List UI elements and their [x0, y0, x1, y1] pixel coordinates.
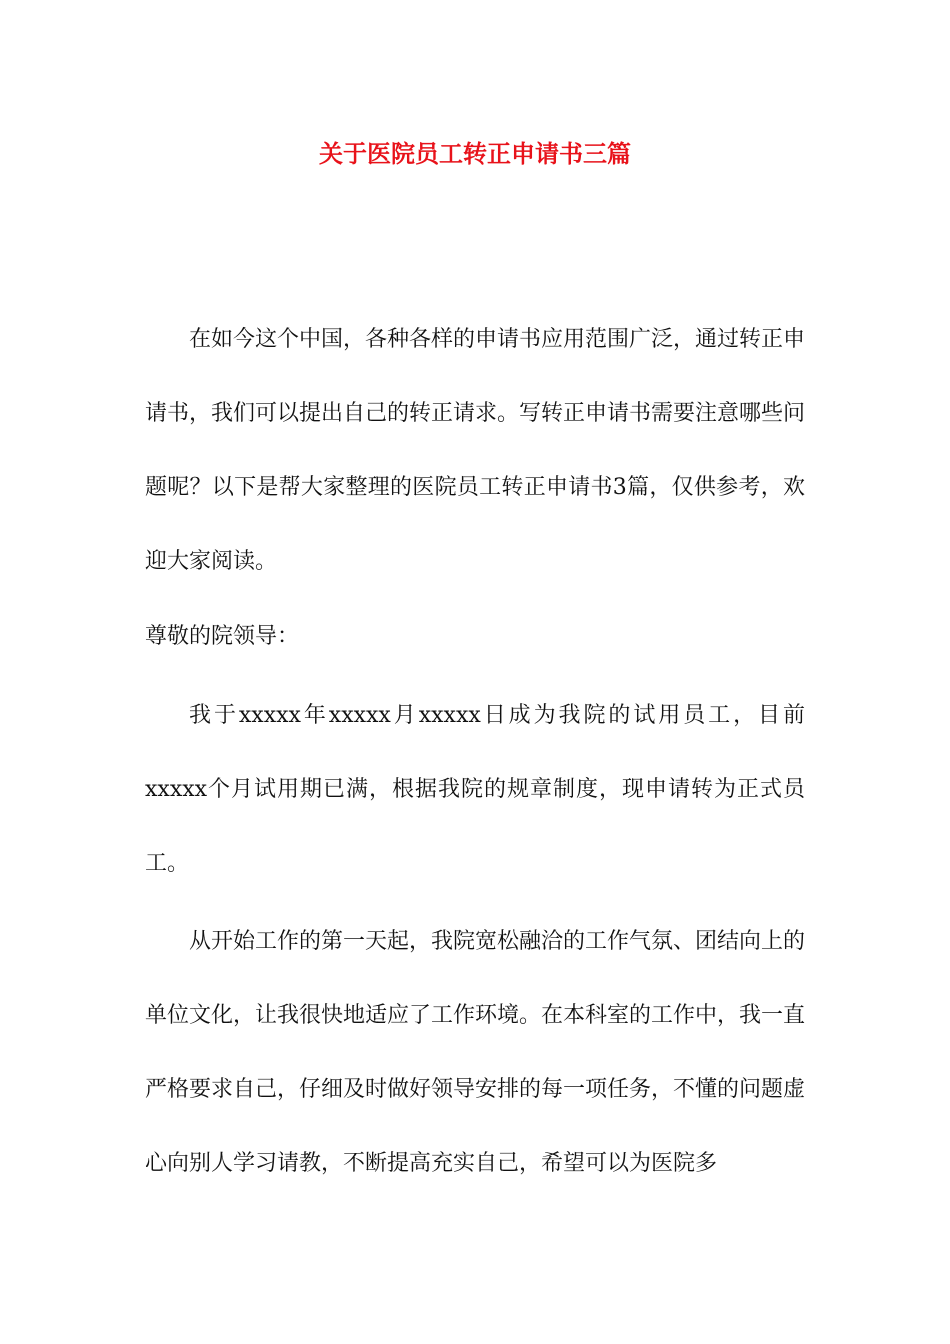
- salutation: 尊敬的院领导：: [145, 624, 300, 649]
- intro-paragraph: 在如今这个中国，各种各样的申请书应用范围广泛，通过转正申请书，我们可以提出自己的转正请求。写转正申请书需要注意哪些问题呢？以下是帮大家整理的医院员工转正申请书3篇，仅供参考，欢迎大家阅读。: [145, 327, 806, 574]
- work-experience-paragraph: 从开始工作的第一天起，我院宽松融洽的工作气氛、团结向上的单位文化，让我很快地适应了工作环境。在本科室的工作中，我一直严格要求自己，仔细及时做好领导安排的每一项任务，不懂的问题虚心向别人学习请教，不断提高充实自己，希望可以为医院多: [145, 929, 806, 1176]
- application-paragraph: 我于xxxxx年xxxxx月xxxxx日成为我院的试用员工，目前xxxxx个月试用期已满，根据我院的规章制度，现申请转为正式员工。: [145, 703, 805, 876]
- document-title: 关于医院员工转正申请书三篇: [319, 139, 631, 168]
